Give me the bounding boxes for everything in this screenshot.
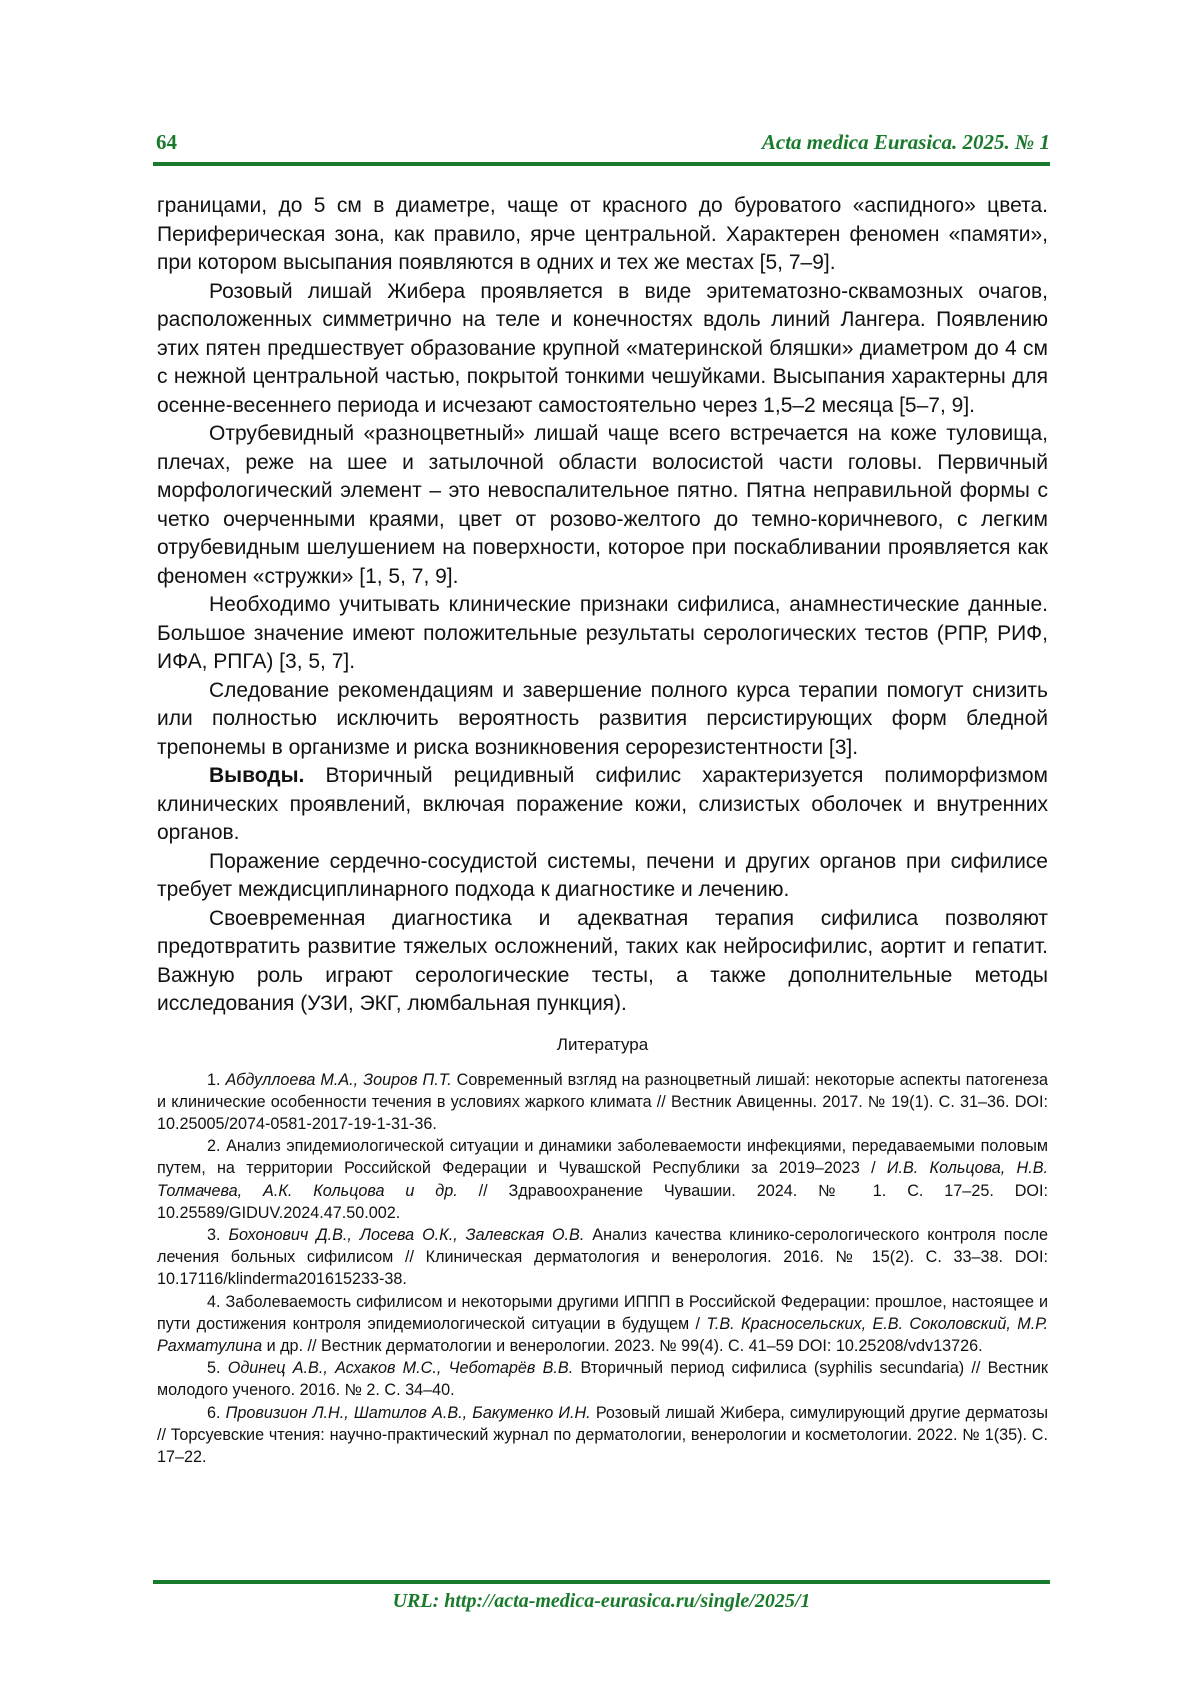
reference-item: 4. Заболеваемость сифилисом и некоторыми другими ИППП в Российской Федерации: прошлое, настоящее и пути достижения контроля эпидемиологической ситуации в будущем / Т.В. Красносельских, Е.В. Соколовский, М.Р. Рахматулина и др. // Вестник дерматологии и венерологии. 2023. № 99(4). С. 41–59 DOI: 10.25208/vdv13726.	[157, 1292, 1048, 1355]
reference-item: 5. Одинец А.В., Асхаков М.С., Чеботарёв В.В. Вторичный период сифилиса (syphilis secundaria) // Вестник молодого ученого. 2016. № 2. С. 34–40.	[157, 1359, 1049, 1400]
reference-authors: Абдуллоева М.А., Зоиров П.Т.	[225, 1070, 452, 1089]
footer-url[interactable]: URL: http://acta-medica-eurasica.ru/single/2025/1	[392, 1590, 811, 1612]
reference-item: 3. Бохонович Д.В., Лосева О.К., Залевская О.В. Анализ качества клинико-серологического контроля после лечения больных сифилисом // Клиническая дерматология и венерология. 2016. № 15(2). С. 33–38. DOI: 10.17116/klinderma201615233-38.	[157, 1225, 1049, 1289]
literature-heading: Литература	[556, 1034, 649, 1054]
reference-item: 1. Абдуллоева М.А., Зоиров П.Т. Современный взгляд на разноцветный лишай: некоторые аспекты патогенеза и клинические особенности течения в условиях жаркого климата // Вестник Авиценны. 2017. № 19(1). С. 31–36. DOI: 10.25005/2074-0581-2017-19-1-31-36.	[157, 1070, 1048, 1133]
page-number: 64	[156, 130, 177, 154]
conclusions-paragraph	[157, 762, 1048, 848]
conclusions-heading: Выводы.	[209, 764, 305, 787]
paragraph: границами, до 5 см в диаметре, чаще от красного до буроватого «аспидного» цвета. Периферическая зона, как правило, ярче центральной. Характерен феномен «памяти», при котором высыпания появляются в одних и тех же местах [5, 7–9].	[157, 194, 1048, 274]
footer-rule	[153, 1580, 1050, 1584]
reference-authors: Т.В. Красносельских, Е.В. Соколовский, М.Р. Рахматулина	[157, 1314, 1048, 1355]
conclusions-text: Вторичный рецидивный сифилис характеризуется полиморфизмом клинических проявлений, включая поражение кожи, слизистых оболочек и внутренних органов.	[157, 764, 1048, 844]
reference-item: 2. Анализ эпидемиологической ситуации и динамики заболеваемости инфекциями, передаваемыми половым путем, на территории Российской Федерации и Чувашской Республики за 2019–2023 / И.В. Кольцова, Н.В. Толмачева, А.К. Кольцова и др. // Здравоохранение Чувашии. 2024. № 1. С. 17–25. DOI: 10.25589/GIDUV.2024.47.50.002.	[157, 1137, 1049, 1222]
reference-authors: И.В. Кольцова, Н.В. Толмачева, А.К. Кольцова и др.	[157, 1159, 1048, 1200]
reference-authors: Провизион Л.Н., Шатилов А.В., Бакуменко И.Н.	[225, 1403, 591, 1422]
paragraph: Своевременная диагностика и адекватная терапия сифилиса позволяют предотвратить развитие тяжелых осложнений, таких как нейросифилис, аортит и гепатит. Важную роль играют серологические тесты, а также дополнительные методы исследования (УЗИ, ЭКГ, люмбальная пункция).	[157, 906, 1048, 1015]
reference-list	[157, 1069, 1048, 1469]
paragraph: Необходимо учитывать клинические признаки сифилиса, анамнестические данные. Большое значение имеют положительные результаты серологических тестов (РПР, РИФ, ИФА, РПГА) [3, 5, 7].	[157, 593, 1048, 673]
paragraph: Отрубевидный «разноцветный» лишай чаще всего встречается на коже туловища, плечах, реже на шее и затылочной области волосистой части головы. Первичный морфологический элемент – это невоспалительное пятно. Пятна неправильной формы с четко очерченными краями, цвет от розово-желтого до темно-коричневого, с легким отрубевидным шелушением на поверхности, которое при поскабливании проявляется как феномен «стружки» [1, 5, 7, 9].	[157, 422, 1048, 588]
article-body	[157, 192, 1048, 1468]
paragraph: Поражение сердечно-сосудистой системы, печени и других органов при сифилисе требует междисциплинарного подхода к диагностике и лечению.	[157, 849, 1048, 901]
paragraph: Следование рекомендациям и завершение полного курса терапии помогут снизить или полностью исключить вероятность развития персистирующих форм бледной трепонемы в организме и риска возникновения серорезистентности [3].	[157, 678, 1048, 759]
journal-title: Acta medica Eurasica. 2025. № 1	[761, 130, 1050, 154]
running-header	[156, 130, 1050, 162]
paragraph: Розовый лишай Жибера проявляется в виде эритематозно-сквамозных очагов, расположенных симметрично на теле и конечностях вдоль линий Лангера. Появлению этих пятен предшествует образование крупной «материнской бляшки» диаметром до 4 см с нежной центральной частью, покрытой тонкими чешуйками. Высыпания характерны для осенне-весеннего периода и исчезают самостоятельно через 1,5–2 месяца [5–7, 9].	[157, 279, 1048, 417]
reference-authors: Бохонович Д.В., Лосева О.К., Залевская О.В.	[228, 1225, 585, 1244]
reference-authors: Одинец А.В., Асхаков М.С., Чеботарёв В.В.	[227, 1359, 574, 1378]
reference-item: 6. Провизион Л.Н., Шатилов А.В., Бакуменко И.Н. Розовый лишай Жибера, симулирующий другие дерматозы // Торсуевские чтения: научно-практический журнал по дерматологии, венерологии и косметологии. 2022. № 1(35). С. 17–22.	[157, 1403, 1048, 1466]
header-rule	[153, 162, 1050, 166]
